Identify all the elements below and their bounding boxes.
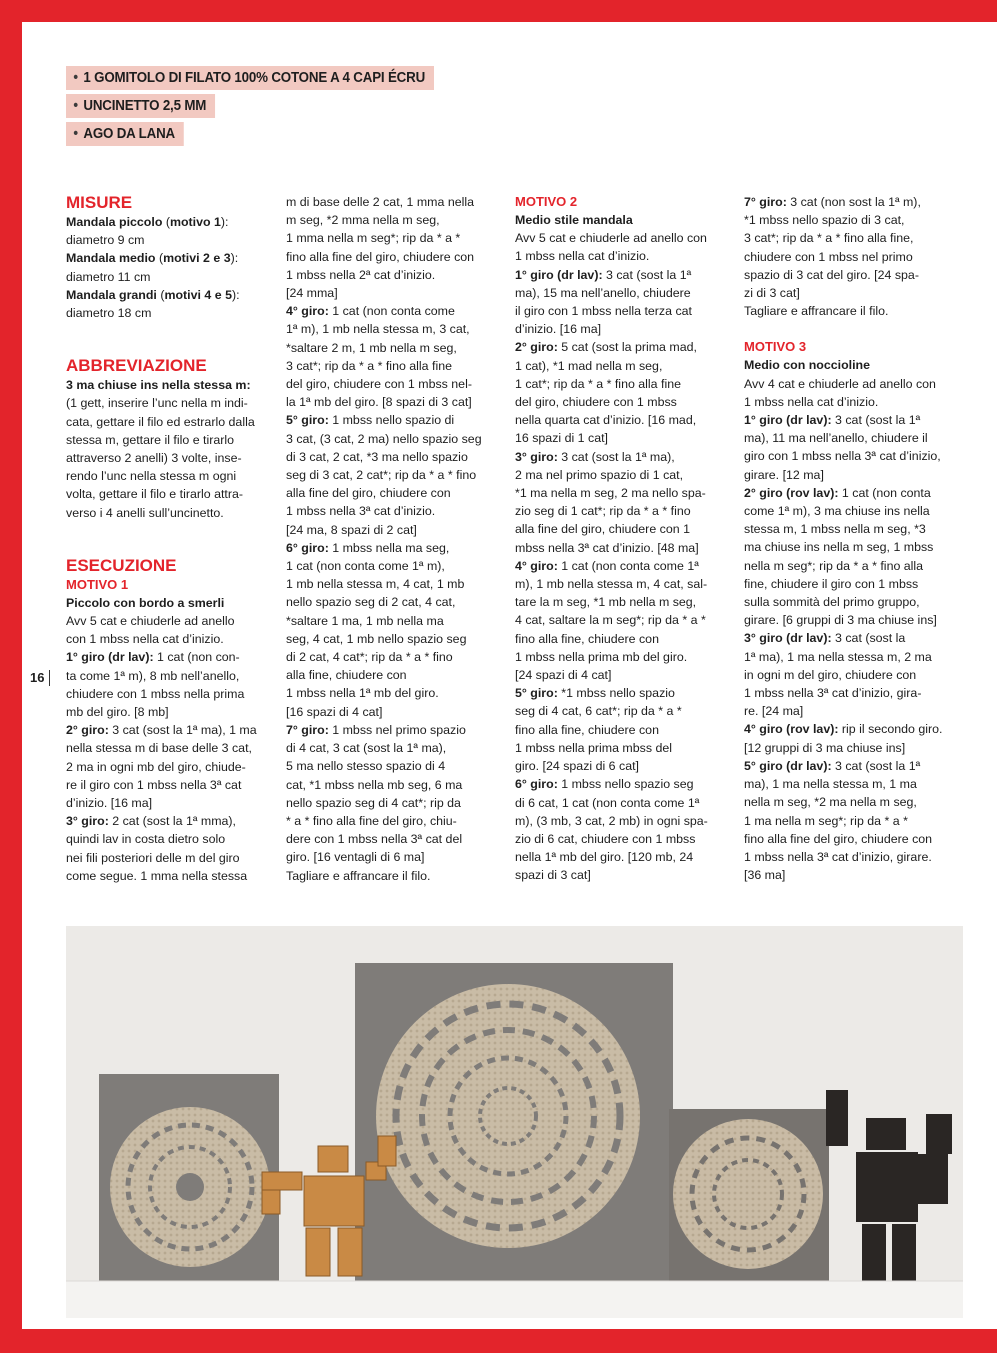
text-line: volta, gettare il filo e tirarlo attra-: [66, 487, 243, 502]
text-line: 1 mbss nella prima mbss del: [515, 740, 673, 755]
text-line: chiudere con 1 mbss nel primo: [744, 249, 913, 264]
text-line: 1 mbss nella 2ª cat d’inizio.: [286, 267, 436, 282]
text-line: con 1 mbss nella cat d’inizio.: [66, 632, 224, 647]
text-line: 7° giro: 3 cat (non sost la 1ª m),: [744, 195, 921, 209]
text-line: Avv 4 cat e chiuderle ad anello con: [744, 376, 936, 391]
text-line: 3° giro (dr lav): 3 cat (sost la: [744, 631, 906, 646]
text-line: 1 mbss nella 3ª cat d’inizio.: [286, 504, 436, 519]
bold-label: 5° giro:: [515, 686, 558, 701]
text-line: 3° giro: 2 cat (sost la 1ª mma),: [66, 814, 236, 829]
bold-label: 7° giro:: [286, 722, 329, 737]
text-line: 2° giro: 5 cat (sost la prima mad,: [515, 340, 697, 355]
text-line: nello spazio seg di 4 cat*; rip da: [286, 795, 461, 810]
text-line: ma chiuse ins nella m seg, 1 mbss: [744, 540, 934, 555]
text-line: Mandala grandi (motivi 4 e 5):: [66, 287, 240, 302]
motivo-2-instructions: [515, 229, 715, 884]
text-line: *saltare 1 ma, 1 mb nella ma: [286, 613, 444, 628]
bold-label: 4° giro:: [515, 558, 558, 573]
text-line: seg di 4 cat, 6 cat*; rip da * a *: [515, 704, 682, 719]
text-line: 2° giro: 3 cat (sost la 1ª ma), 1 ma: [66, 723, 257, 738]
text-line: 1° giro (dr lav): 3 cat (sost la 1ª: [515, 267, 692, 282]
text-line: zio di 6 cat, chiudere con 1 mbss: [515, 831, 696, 846]
top-red-border: [0, 0, 997, 22]
text-line: ta come 1ª m), 8 mb nell’anello,: [66, 668, 240, 683]
text-line: chiudere con 1 mbss nella prima: [66, 686, 245, 701]
text-line: mbss nella 3ª cat d’inizio. [48 ma]: [515, 540, 699, 555]
bold-label: 2° giro (rov lav):: [744, 485, 839, 500]
text-line: 1 mb nella stessa m, 4 cat, 1 mb: [286, 577, 465, 592]
left-red-border: [0, 0, 22, 1353]
materials-list: [66, 66, 466, 150]
text-line: 3 cat, (3 cat, 2 ma) nello spazio seg: [286, 431, 482, 446]
text-line: cat, *1 mbss nella mb seg, 6 ma: [286, 777, 463, 792]
text-line: 1 mbss nella cat d’inizio.: [744, 394, 879, 409]
bold-label: 3° giro:: [66, 814, 109, 829]
bold-label: 5° giro:: [286, 413, 329, 428]
text-line: m), (3 mb, 3 cat, 2 mb) in ogni spa-: [515, 813, 708, 828]
text-line: stessa m, gettare il filo e tirarlo: [66, 432, 235, 447]
text-line: zi di 3 cat]: [744, 286, 800, 301]
text-line: 2 ma in ogni mb del giro, chiude-: [66, 759, 246, 774]
text-line: ma), 11 ma nell’anello, chiudere il: [744, 431, 928, 446]
text-line: [36 ma]: [744, 868, 786, 883]
text-line: 5 ma nello stesso spazio di 4: [286, 759, 446, 774]
text-line: Mandala piccolo (motivo 1):: [66, 215, 229, 229]
text-line: 1° giro (dr lav): 3 cat (sost la 1ª: [744, 413, 921, 428]
text-line: m), 1 mb nella stessa m, 4 cat, sal-: [515, 577, 708, 592]
text-line: seg di 3 cat, 2 cat*; rip da * a * fino: [286, 468, 477, 483]
text-line: 5° giro: *1 mbss nello spazio: [515, 686, 675, 701]
bold-label: Mandala medio: [66, 251, 156, 266]
text-line: nella stessa m di base delle 3 cat,: [66, 741, 252, 756]
material-item: • 1 GOMITOLO DI FILATO 100% COTONE A 4 CAPI ÉCRU: [66, 66, 434, 90]
bold-label: 1° giro (dr lav):: [515, 267, 603, 282]
text-line: [24 spazi di 4 cat]: [515, 668, 612, 683]
bold-label: 2° giro:: [515, 340, 558, 355]
text-line: Avv 5 cat e chiuderle ad anello: [66, 614, 235, 629]
section-title-esecuzione: ESECUZIONE: [66, 555, 177, 575]
text-line: giro. [24 spazi di 6 cat]: [515, 759, 639, 774]
text-line: fino alla fine, chiudere con: [515, 631, 659, 646]
text-line: 4° giro: 1 cat (non conta come: [286, 304, 455, 319]
text-line: 1 cat*; rip da * a * fino alla fine: [515, 376, 681, 391]
text-line: zio seg di 1 cat*; rip da * a * fino: [515, 504, 691, 519]
text-line: diametro 18 cm: [66, 306, 152, 321]
section-title-misure: MISURE: [66, 193, 133, 212]
text-line: diametro 9 cm: [66, 233, 145, 248]
text-line: 1 cat (non conta come 1ª m),: [286, 559, 445, 574]
photo-illustration: [66, 926, 963, 1318]
text-line: verso i 4 anelli sull’uncinetto.: [66, 505, 224, 520]
text-line: attraverso 2 anelli) 3 volte, inse-: [66, 451, 242, 466]
motivo-2-instructions-cont: [744, 193, 944, 320]
text-line: nei fili posteriori delle m del giro: [66, 850, 240, 865]
text-line: il giro con 1 mbss nella terza cat: [515, 304, 692, 319]
text-line: alla fine del giro, chiudere con 1: [515, 522, 690, 537]
text-line: 4 cat, saltare la m seg*; rip da * a *: [515, 613, 706, 628]
text-line: 1ª m), 1 mb nella stessa m, 3 cat,: [286, 322, 470, 337]
text-line: 1ª ma), 1 ma nella stessa m, 2 ma: [744, 649, 932, 664]
text-line: cata, gettare il filo ed estrarlo dalla: [66, 414, 255, 429]
text-line: alla fine del giro, chiudere con: [286, 486, 451, 501]
bold-label: 6° giro:: [515, 777, 558, 792]
text-line: nella m seg*; rip da * a * fino alla: [744, 558, 924, 573]
column-1: [66, 193, 266, 885]
doily-large: [376, 984, 640, 1248]
text-line: d’inizio. [16 ma]: [66, 796, 153, 811]
text-line: girare. [12 ma]: [744, 467, 824, 482]
text-line: 1 mbss nella 1ª mb del giro.: [286, 686, 439, 701]
text-line: di 6 cat, 1 cat (non conta come 1ª: [515, 795, 700, 810]
text-line: re il giro con 1 mbss nella 3ª cat: [66, 777, 242, 792]
bold-label: 3° giro (dr lav):: [744, 631, 832, 646]
text-line: fine, chiudere il giro con 1 mbss: [744, 576, 919, 591]
text-line: nella quarta cat d’inizio. [16 mad,: [515, 413, 697, 428]
text-line: 5° giro: 1 mbss nello spazio di: [286, 413, 455, 428]
page-number: 16: [30, 670, 50, 686]
text-line: Tagliare e affrancare il filo.: [286, 868, 431, 883]
column-3: [515, 193, 715, 885]
text-line: la 1ª mb del giro. [8 spazi di 3 cat]: [286, 395, 472, 410]
material-item: • AGO DA LANA: [66, 122, 184, 146]
text-line: nella 1ª mb del giro. [120 mb, 24: [515, 850, 694, 865]
bottom-red-border: [0, 1329, 997, 1353]
text-line: re. [24 ma]: [744, 704, 804, 719]
text-line: 4° giro: 1 cat (non conta come 1ª: [515, 558, 699, 573]
motivo-1-instructions-cont: [286, 193, 486, 885]
text-line: 1 ma nella m seg*; rip da * a *: [744, 813, 908, 828]
text-line: di 4 cat, 3 cat (sost la 1ª ma),: [286, 741, 447, 756]
section-title-abbreviazione: ABBREVIAZIONE: [66, 356, 207, 376]
text-line: d’inizio. [16 ma]: [515, 322, 602, 337]
text-line: del giro, chiudere con 1 mbss nel-: [286, 377, 472, 392]
column-4: [744, 193, 944, 884]
text-line: 1° giro (dr lav): 1 cat (non con-: [66, 650, 240, 665]
text-line: rendo l’unc nella stessa m ogni: [66, 469, 237, 484]
text-line: diametro 11 cm: [66, 269, 151, 284]
bold-label: Mandala grandi: [66, 287, 157, 302]
text-line: 7° giro: 1 mbss nel primo spazio: [286, 722, 466, 737]
text-line: girare. [6 gruppi di 3 ma chiuse ins]: [744, 613, 937, 628]
text-line: nello spazio seg di 2 cat, 4 cat,: [286, 595, 456, 610]
text-line: di 2 cat, 4 cat*; rip da * a * fino: [286, 650, 453, 665]
abbreviation-text: [66, 394, 266, 521]
text-line: 1 mbss nella prima mb del giro.: [515, 649, 688, 664]
text-line: 5° giro (dr lav): 3 cat (sost la 1ª: [744, 758, 921, 773]
motivo-3-instructions: [744, 375, 944, 885]
bold-label: 4° giro:: [286, 304, 329, 319]
text-line: *saltare 2 m, 1 mb nella m seg,: [286, 340, 457, 355]
doily-small: [110, 1107, 270, 1267]
text-line: tare la m seg, *1 mb nella m seg,: [515, 595, 697, 610]
product-photo: [66, 926, 963, 1318]
text-line: mb del giro. [8 mb]: [66, 705, 169, 720]
bold-label: 5° giro (dr lav):: [744, 758, 832, 773]
text-line: di 3 cat, 2 cat, *3 ma nello spazio: [286, 449, 468, 464]
text-line: quindi lav in costa dietro solo: [66, 832, 226, 847]
text-line: 1 cat), *1 mad nella m seg,: [515, 358, 663, 373]
text-line: 3 cat*; rip da * a * fino alla fine,: [744, 231, 914, 246]
text-line: Avv 5 cat e chiuderle ad anello con: [515, 231, 707, 246]
motivo-2-subtitle: Medio stile mandala: [515, 213, 633, 227]
text-line: 1 mbss nella 3ª cat d’inizio, gira-: [744, 686, 922, 701]
text-line: ma), 1 ma nella stessa m, 1 ma: [744, 777, 917, 792]
motivo-1-subtitle: Piccolo con bordo a smerli: [66, 595, 225, 610]
bold-label: Mandala piccolo: [66, 215, 163, 229]
column-2: [286, 193, 486, 885]
text-line: 1 mma nella m seg*; rip da * a *: [286, 231, 461, 246]
bold-label: 4° giro (rov lav):: [744, 722, 839, 737]
abbreviation-heading: 3 ma chiuse ins nella stessa m:: [66, 378, 251, 393]
text-line: 16 spazi di 1 cat]: [515, 431, 608, 446]
text-line: 4° giro (rov lav): rip il secondo giro.: [744, 722, 943, 737]
text-line: spazio di 3 cat del giro. [24 spa-: [744, 267, 919, 282]
bold-label: 7° giro:: [744, 195, 787, 209]
text-line: [12 gruppi di 3 ma chiuse ins]: [744, 740, 906, 755]
text-line: fino alla fine del giro, chiudere con: [286, 249, 475, 264]
text-line: alla fine, chiudere con: [286, 668, 407, 683]
bold-label: 6° giro:: [286, 540, 329, 555]
text-line: Tagliare e affrancare il filo.: [744, 304, 889, 319]
text-line: del giro, chiudere con 1 mbss: [515, 395, 677, 410]
text-line: dere con 1 mbss nella 3ª cat del: [286, 832, 463, 847]
text-line: fino alla fine del giro, chiudere con: [744, 831, 933, 846]
text-line: *1 mbss nello spazio di 3 cat,: [744, 213, 905, 228]
text-line: 2 ma nel primo spazio di 1 cat,: [515, 467, 684, 482]
text-line: come segue. 1 mma nella stessa: [66, 868, 248, 883]
text-line: 3° giro: 3 cat (sost la 1ª ma),: [515, 449, 675, 464]
misure-list: [66, 213, 266, 322]
text-line: Mandala medio (motivi 2 e 3):: [66, 251, 239, 266]
text-line: in ogni m del giro, chiudere con: [744, 667, 917, 682]
text-line: come 1ª m), 3 ma chiuse ins nella: [744, 504, 930, 519]
text-line: *1 ma nella m seg, 2 ma nello spa-: [515, 486, 706, 501]
text-line: fino alla fine, chiudere con: [515, 722, 659, 737]
motivo-3-title: MOTIVO 3: [744, 339, 807, 355]
text-line: 6° giro: 1 mbss nella ma seg,: [286, 540, 450, 555]
motivo-1-instructions: [66, 612, 266, 885]
text-line: [24 mma]: [286, 286, 338, 301]
text-line: 3 cat*; rip da * a * fino alla fine: [286, 358, 452, 373]
bold-label: 1° giro (dr lav):: [744, 413, 832, 428]
text-line: ma), 15 ma nell’anello, chiudere: [515, 285, 691, 300]
text-line: (1 gett, inserire l’unc nella m indi-: [66, 396, 248, 411]
text-line: 2° giro (rov lav): 1 cat (non conta: [744, 485, 931, 500]
motivo-3-subtitle: Medio con noccioline: [744, 358, 870, 373]
material-item: • UNCINETTO 2,5 MM: [66, 94, 215, 118]
bold-label: 1° giro (dr lav):: [66, 650, 154, 665]
bold-label: 2° giro:: [66, 723, 109, 738]
text-line: giro con 1 mbss nella 3ª cat d’inizio,: [744, 449, 941, 464]
text-line: nella m seg, *2 ma nella m seg,: [744, 795, 917, 810]
text-line: [16 spazi di 4 cat]: [286, 704, 383, 719]
text-line: seg, 4 cat, 1 mb nello spazio seg: [286, 631, 467, 646]
text-line: spazi di 3 cat]: [515, 868, 591, 883]
motivo-1-title: MOTIVO 1: [66, 576, 129, 592]
text-line: m seg, *2 mma nella m seg,: [286, 213, 440, 228]
text-line: giro. [16 ventagli di 6 ma]: [286, 850, 425, 865]
motivo-2-title: MOTIVO 2: [515, 194, 578, 209]
text-line: 1 mbss nella 3ª cat d’inizio, girare.: [744, 849, 932, 864]
text-line: m di base delle 2 cat, 1 mma nella: [286, 195, 475, 209]
text-line: 6° giro: 1 mbss nello spazio seg: [515, 777, 694, 792]
text-line: [24 ma, 8 spazi di 2 cat]: [286, 522, 417, 537]
doily-medium: [673, 1119, 823, 1269]
text-line: sulla sommità del primo gruppo,: [744, 595, 920, 610]
bold-label: 3° giro:: [515, 449, 558, 464]
text-line: 1 mbss nella cat d’inizio.: [515, 249, 650, 264]
text-line: stessa m, 1 mbss nella m seg, *3: [744, 522, 926, 537]
text-line: * a * fino alla fine del giro, chiu-: [286, 813, 457, 828]
